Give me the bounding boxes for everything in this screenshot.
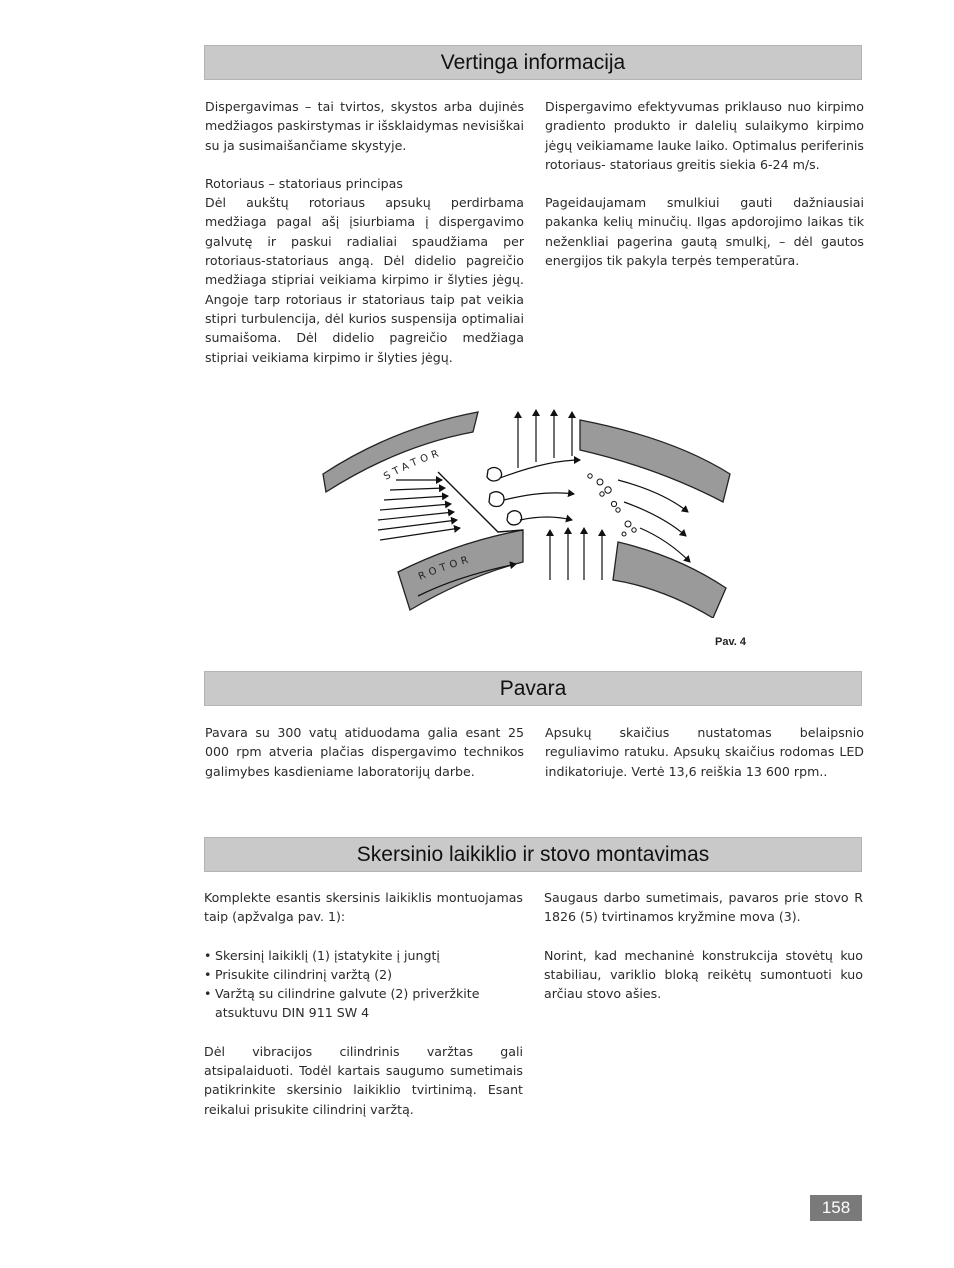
flow-arrow [380, 528, 460, 540]
section-heading-vertinga-informacija [204, 45, 862, 80]
particle [597, 479, 603, 485]
section-title: Skersinio laikiklio ir stovo montavimas [356, 842, 710, 866]
particle [616, 508, 620, 512]
rotor-label: ROTOR [416, 553, 474, 583]
figure-caption: Pav. 4 [715, 636, 746, 648]
paragraph: Pavara su 300 vatų atiduodama galia esant 25 000 rpm atveria plačias dispergavimo technikos galimybes kasdieniame laboratorijų darbe. [205, 725, 524, 779]
flow-arrow [500, 460, 580, 478]
section-heading-montavimas [204, 837, 862, 872]
list-item: • Varžtą su cilindrine galvute (2) priveržkite atsuktuvu DIN 911 SW 4 [204, 984, 523, 1023]
paragraph: Pageidaujamam smulkiui gauti dažniausiai pakanka kelių minučių. Ilgas apdorojimo laikas tik neženkliai pagerina gautą smulkį, – dėl gautos energijos tik pakyla terpės temperatūra. [545, 195, 864, 269]
flow-arrow [618, 480, 688, 512]
paragraph: Apsukų skaičius nustatomas belaipsnio reguliavimo ratuku. Apsukų skaičius rodomas LED indikatoriuje. Vertė 13,6 reiškia 13 600 rpm.. [545, 725, 864, 779]
paragraph: Komplekte esantis skersinis laikiklis montuojamas taip (apžvalga pav. 1): [204, 890, 523, 925]
section3-left-column [204, 888, 523, 1119]
rotor-shape-right [613, 542, 726, 618]
section1-left-column [205, 97, 524, 367]
particle [625, 521, 631, 527]
list-item: • Prisukite cilindrinį varžtą (2) [204, 965, 523, 984]
upward-arrows [518, 410, 572, 468]
flow-arrow [378, 512, 454, 520]
instruction-list [204, 946, 523, 1023]
particle [622, 532, 626, 536]
flow-arrow [384, 496, 448, 500]
flow-arrow [380, 504, 451, 510]
flow-arrow [520, 517, 572, 520]
inflow-arrows [378, 480, 460, 540]
paragraph: Dispergavimo efektyvumas priklauso nuo kirpimo gradiento produkto ir dalelių sulaikymo kirpimo jėgų veikiamame lauke laiko. Optimalus periferinis rotoriaus- statoriaus greitis siekia 6-24 m/s. [545, 99, 864, 172]
particle [489, 492, 504, 507]
paragraph: Norint, kad mechaninė konstrukcija stovėtų kuo stabiliau, variklio bloką reikėtų sumontuoti kuo arčiau stovo ašies. [544, 947, 863, 1002]
subheading: Rotoriaus – statoriaus principas [205, 175, 403, 191]
list-item: • Skersinį laikiklį (1) įstatykite į jungtį [204, 946, 523, 965]
rotor-shape [398, 530, 523, 610]
section-title: Pavara [499, 676, 567, 700]
section-title: Vertinga informacija [440, 50, 626, 74]
paragraph: Dėl vibracijos cilindrinis varžtas gali atsipalaiduoti. Todėl kartais saugumo sumetimais patikrinkite skersinio laikiklio tvirtinimą. Esant reikalui prisukite cilindrinį varžtą. [204, 1043, 523, 1117]
stator-shape-right [580, 420, 730, 502]
upward-arrows-lower [550, 528, 602, 580]
section-heading-pavara [204, 671, 862, 706]
flow-arrow [378, 520, 457, 530]
page-number-text: 158 [821, 1198, 851, 1218]
particle [487, 468, 502, 482]
page-number [810, 1195, 862, 1221]
stator-label: STATOR [382, 447, 444, 483]
particle [605, 487, 611, 493]
particle [588, 474, 592, 478]
particle [611, 501, 616, 506]
paragraph: Dėl aukštų rotoriaus apsukų perdirbama medžiaga pagal ašį įsiurbiama į dispergavimo galvutę ir paskui radialiai spaudžiama per rotoriaus-statoriaus angą. Dėl didelio pagreičio medžiaga stipriai veikiama kirpimo ir šlyties jėgų. Angoje tarp rotoriaus ir statoriaus taip pat veikia stipri turbulencija, dėl kurios suspensija optimaliai sumaišoma. Dėl didelio pagreičio medžiaga stipriai veikiama kirpimo ir šlyties jėgų. [205, 195, 524, 365]
paragraph: Dispergavimas – tai tvirtos, skystos arba dujinės medžiagos paskirstymas ir išsklaidymas nevisiškai su ja susimaišančiame skystyje. [205, 99, 524, 153]
flow-arrow [390, 488, 445, 490]
section2-right-column [545, 723, 864, 781]
particle [507, 511, 522, 525]
particle [632, 528, 636, 532]
flow-arrow [504, 493, 574, 500]
paragraph: Saugaus darbo sumetimais, pavaros prie stovo R 1826 (5) tvirtinamos kryžmine mova (3). [544, 890, 863, 925]
section3-right-column [544, 888, 863, 1003]
section2-left-column [205, 723, 524, 781]
particle [600, 492, 604, 496]
section1-right-column [545, 97, 864, 270]
rotor-stator-diagram [318, 402, 738, 618]
